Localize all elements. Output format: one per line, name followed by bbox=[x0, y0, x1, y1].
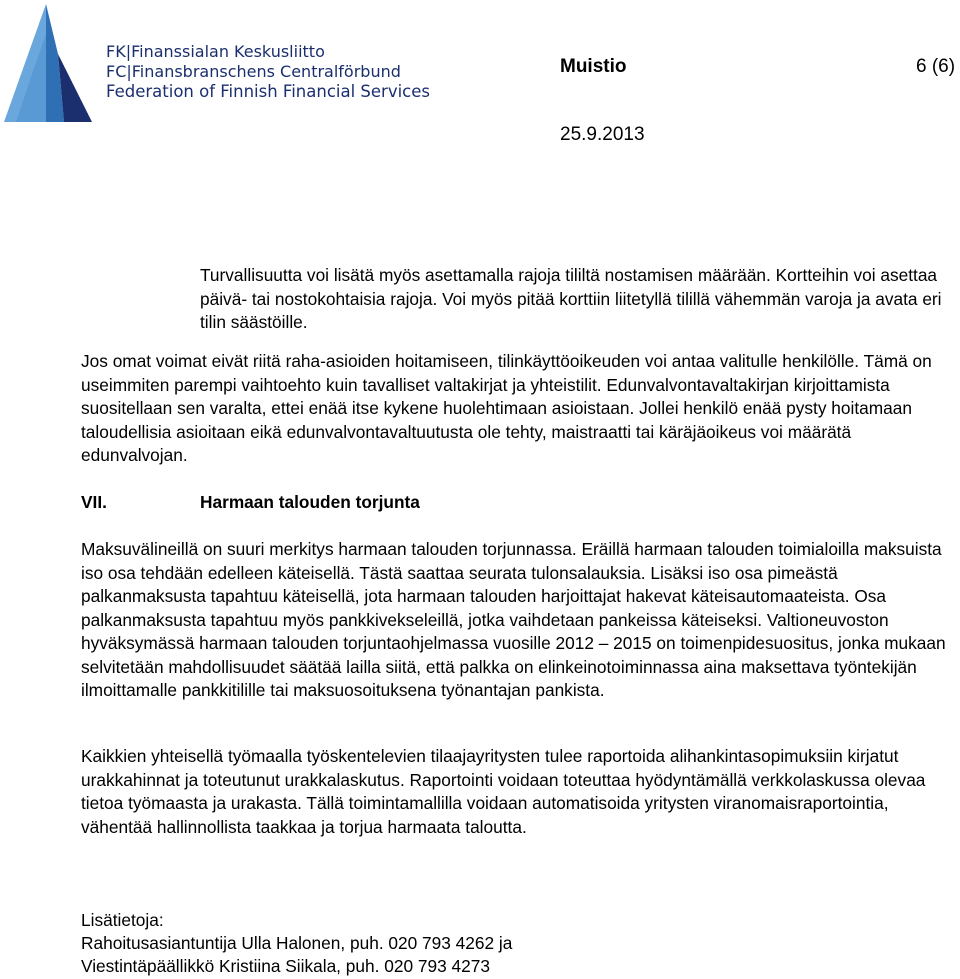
paragraph-card-limits: Turvallisuutta voi lisätä myös asettamalla rajoja tililtä nostamisen määrään. Kortteihin voi asettaa päivä- tai nostokohtaisia rajoja. Voi myös pitää korttiin liitetyllä tilillä vähemmän varoja ja avata eri tilin säästöille. bbox=[200, 265, 942, 332]
section-number: VII. bbox=[81, 492, 107, 512]
logo-line-fk: FK|Finanssialan Keskusliitto bbox=[106, 42, 325, 61]
document-date: 25.9.2013 bbox=[560, 124, 645, 145]
document-type: Muistio bbox=[560, 56, 627, 77]
logo-text bbox=[106, 42, 430, 102]
federation-logo-icon bbox=[2, 4, 94, 122]
logo-line-english: Federation of Finnish Financial Services bbox=[106, 82, 431, 101]
paragraph-reporting: Kaikkien yhteisellä työmaalla työskentelevien tilaajayritysten tulee raportoida alihankintasopimuksiin kirjatut urakkahinnat ja toteutunut urakkalaskutus. Raportointi voidaan toteuttaa hyödyntämällä verkkolaskussa olevaa tietoa työmaasta ja urakasta. Tällä toimintamallilla voidaan automatisoida yritysten viranomaisraportointia, vähentää hallinnollista taakkaa ja torjua harmaata taloutta. bbox=[81, 746, 926, 837]
paragraph-grey-economy: Maksuvälineillä on suuri merkitys harmaan talouden torjunnassa. Eräillä harmaan talouden toimialoilla maksuista iso osa tehdään edelleen käteisellä. Tästä saattaa seurata tulonsalauksia. Lisäksi iso osa pimeästä palkanmaksusta tapahtuu käteisellä, jota harmaan talouden harjoittajat hakevat käteisautomaateista. Osa palkanmaksusta tapahtuu myös pankkivekseleillä, jotka vaihdetaan pankeissa käteiseksi. Valtioneuvoston hyväksymässä harmaan talouden torjuntaohjelmassa vuosille 2012 – 2015 on toimenpidesuositus, jonka mukaan selvitetään mahdollisuudet säätää lailla siitä, että palkka on elinkeinotoiminnassa aina maksettava työntekijän ilmoittamalle pankkitilille tai maksuosoituksena työnantajan pankista. bbox=[81, 539, 946, 700]
paragraph-account-access: Jos omat voimat eivät riitä raha-asioiden hoitamiseen, tilinkäyttöoikeuden voi antaa valitulle henkilölle. Tämä on useimmiten parempi vaihtoehto kuin tavalliset valtakirjat ja yhteistilit. Edunvalvontavaltakirjan kirjoittamista suositellaan sen varalta, ettei enää itse kykene huolehtimaan asioistaan. Jollei henkilö enää pysty hoitamaan taloudellisia asioitaan eikä edunvalvontavaltuutusta ole tehty, maistraatti tai käräjäoikeus voi määrätä edunvalvojan. bbox=[81, 351, 932, 465]
contact-line-2: Viestintäpäällikkö Kristiina Siikala, puh. 020 793 4273 bbox=[81, 956, 490, 976]
logo-line-fc: FC|Finansbranschens Centralförbund bbox=[106, 62, 401, 81]
section-title: Harmaan talouden torjunta bbox=[200, 492, 420, 512]
page-number: 6 (6) bbox=[916, 56, 956, 77]
contact-heading: Lisätietoja: bbox=[81, 910, 164, 930]
contact-line-1: Rahoitusasiantuntija Ulla Halonen, puh. 020 793 4262 ja bbox=[81, 933, 513, 953]
